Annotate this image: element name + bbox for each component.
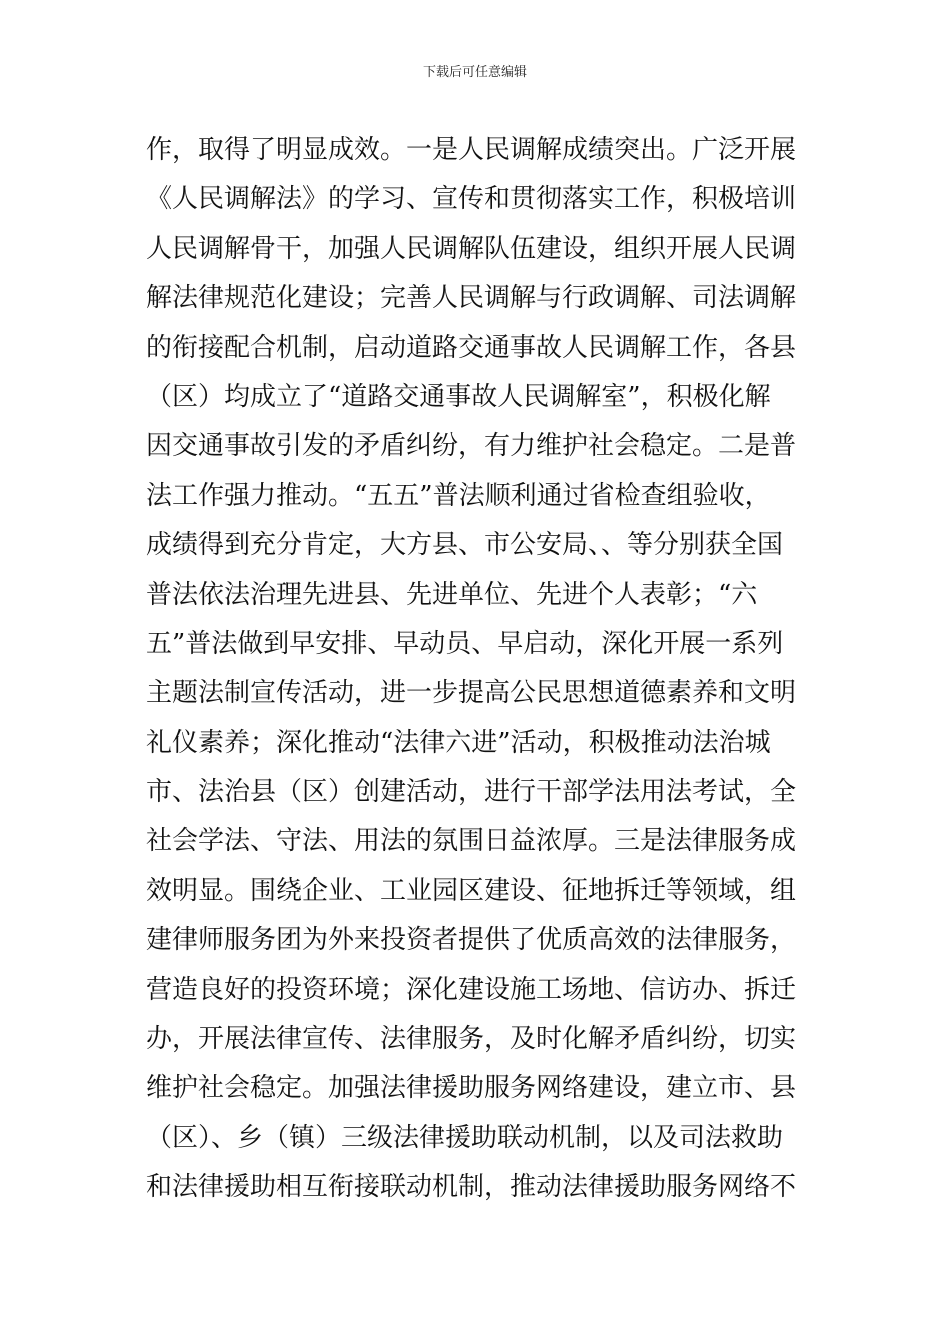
text-line: 营造良好的投资环境；深化建设施工场地、信访办、拆迁: [146, 974, 797, 1005]
text-line: 的衔接配合机制，启动道路交通事故人民调解工作，各县: [146, 332, 797, 363]
body-text: [146, 126, 806, 1213]
text-line: 主题法制宣传活动，进一步提高公民思想道德素养和文明: [146, 678, 797, 709]
text-line: 礼仪素养；深化推动“法律六进”活动，积极推动法治城: [146, 727, 771, 758]
text-line: 作，取得了明显成效。一是人民调解成绩突出。广泛开展: [146, 135, 797, 165]
text-line: 《人民调解法》的学习、宣传和贯彻落实工作，积极培训: [146, 184, 797, 215]
text-line: 市、法治县（区）创建活动，进行干部学法用法考试，全: [146, 777, 797, 808]
text-line: 普法依法治理先进县、先进单位、先进个人表彰；“六: [146, 579, 758, 610]
text-line: 效明显。围绕企业、工业园区建设、征地拆迁等领域，组: [146, 875, 797, 906]
text-line: 人民调解骨干，加强人民调解队伍建设，组织开展人民调: [146, 233, 797, 264]
text-line: 社会学法、守法、用法的氛围日益浓厚。三是法律服务成: [146, 826, 797, 857]
text-line: （区）均成立了“道路交通事故人民调解室”，积极化解: [146, 381, 771, 412]
text-line: 办，开展法律宣传、法律服务，及时化解矛盾纠纷，切实: [146, 1024, 797, 1055]
text-line: 建律师服务团为外来投资者提供了优质高效的法律服务，: [146, 925, 797, 956]
text-line: 成绩得到充分肯定，大方县、市公安局、、等分别获全国: [146, 530, 784, 561]
text-line: 因交通事故引发的矛盾纠纷，有力维护社会稳定。二是普: [146, 431, 797, 462]
text-line: 解法律规范化建设；完善人民调解与行政调解、司法调解: [146, 283, 797, 314]
page-header: 下载后可任意编辑: [422, 65, 527, 80]
text-line: 五”普法做到早安排、早动员、早启动，深化开展一系列: [146, 628, 784, 659]
text-line: （区）、乡（镇）三级法律援助联动机制，以及司法救助: [146, 1122, 784, 1153]
text-line: 和法律援助相互衔接联动机制，推动法律援助服务网络不: [146, 1172, 797, 1203]
text-line: 维护社会稳定。加强法律援助服务网络建设，建立市、县: [146, 1073, 797, 1104]
text-line: 法工作强力推动。“五五”普法顺利通过省检查组验收，: [146, 480, 771, 511]
